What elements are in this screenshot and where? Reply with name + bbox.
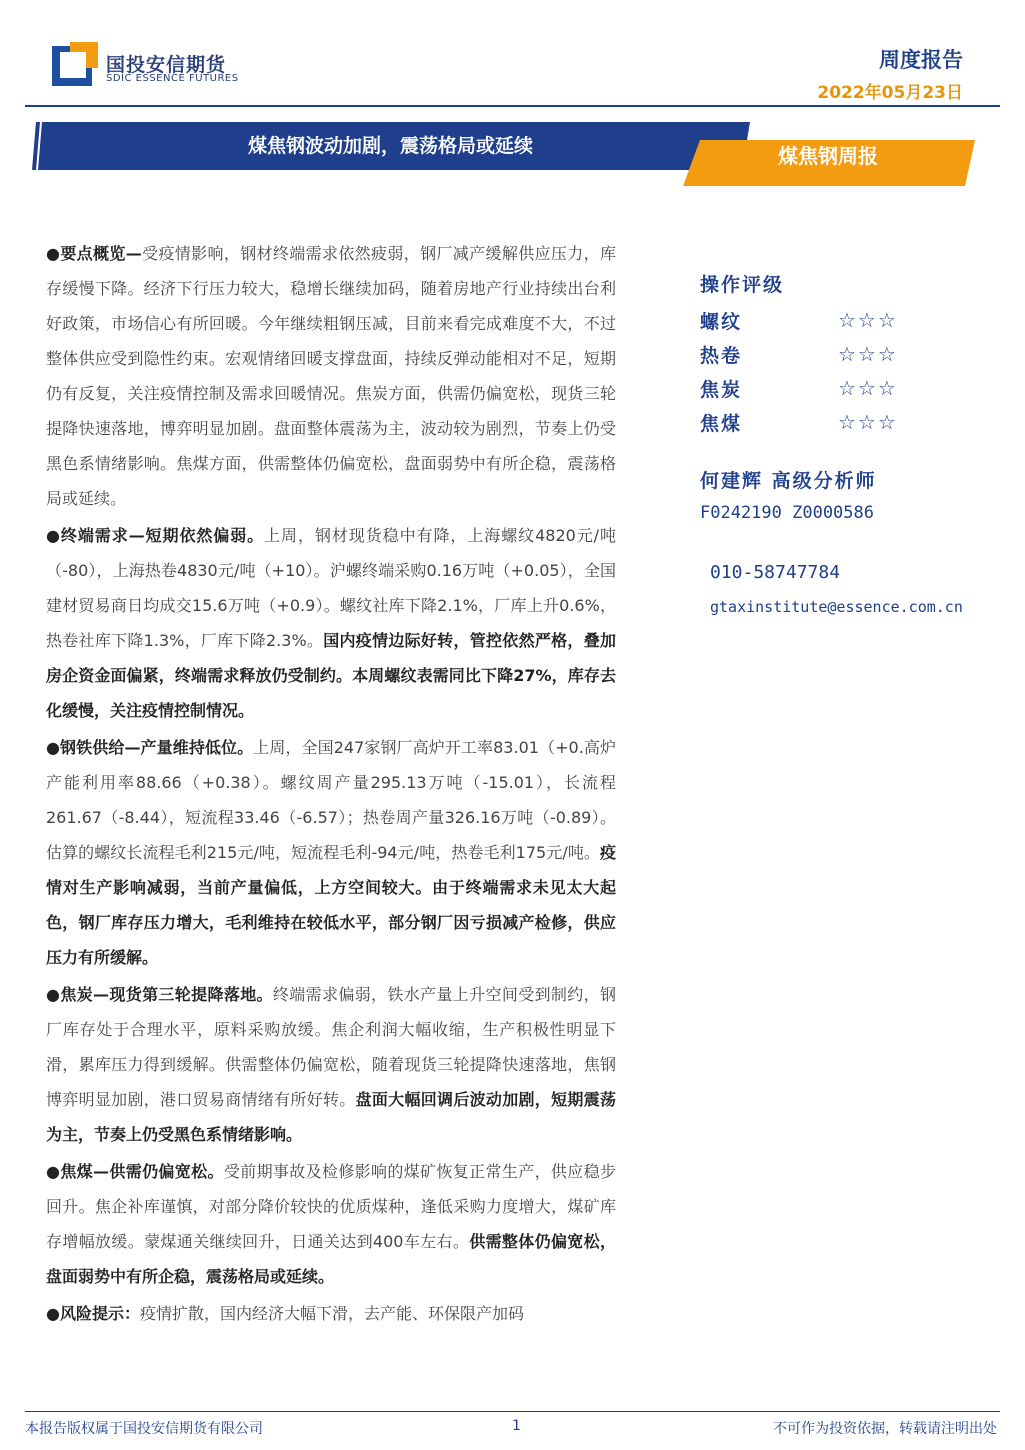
rating-name: 热卷	[700, 344, 743, 367]
risk-heading: ●风险提示：	[46, 1304, 140, 1323]
rating-title: 操作评级	[700, 274, 785, 296]
demand-conclusion: 国内疫情边际好转，管控依然严格，叠加房企资金面偏紧，终端需求释放仍受制约。本周螺纹表需同比下降27%，库存去化缓慢，关注疫情控制情况。	[46, 631, 616, 720]
coking-coal-conclusion: 供需整体仍偏宽松，盘面弱势中有所企稳，震荡格局或延续。	[46, 1232, 616, 1286]
analyst-codes: F0242190 Z0000586	[700, 503, 874, 523]
rating-stars-icon: ☆☆☆	[838, 342, 898, 366]
page-number: 1	[512, 1418, 521, 1434]
rating-row-rebar	[700, 303, 898, 337]
coke-heading: ●焦炭—现货第三轮提降落地。	[46, 985, 273, 1004]
copyright-notice: 本报告版权属于国投安信期货有限公司	[25, 1421, 263, 1437]
supply-paragraph	[46, 730, 616, 975]
demand-paragraph	[46, 518, 616, 728]
rating-name: 焦煤	[700, 412, 743, 435]
summary-paragraph	[46, 236, 616, 516]
risk-text: 疫情扩散，国内经济大幅下滑，去产能、环保限产加码	[139, 1304, 524, 1323]
supply-heading: ●钢铁供给—产量维持低位。	[46, 738, 254, 757]
coke-text: 终端需求偏弱，铁水产量上升空间受到制约，钢厂库存处于合理水平，原料采购放缓。焦企利润大幅收缩，生产积极性明显下滑，累库压力得到缓解。供需整体仍偏宽松，随着现货三轮提降快速落地，焦钢博弈明显加剧，港口贸易商情绪有所好转。	[46, 985, 616, 1109]
report-body	[46, 236, 616, 1333]
coke-paragraph	[46, 977, 616, 1152]
summary-text: 受疫情影响，钢材终端需求依然疲弱，钢厂减产缓解供应压力，库存缓慢下降。经济下行压力较大，稳增长继续加码，随着房地产行业持续出台利好政策，市场信心有所回暖。今年继续粗钢压减，目前来看完成难度不大，不过整体供应受到隐性约束。宏观情绪回暖支撑盘面，持续反弹动能相对不足，短期仍有反复，关注疫情控制及需求回暖情况。焦炭方面，供需仍偏宽松，现货三轮提降快速落地，博弈明显加剧。盘面整体震荡为主，波动较为剧烈，节奏上仍受黑色系情绪影响。焦煤方面，供需整体仍偏宽松，盘面弱势中有所企稳，震荡格局或延续。	[46, 244, 616, 508]
disclaimer-notice: 不可作为投资依据，转载请注明出处	[773, 1421, 997, 1437]
contact-phone: 010-58747784	[710, 562, 841, 583]
rating-name: 螺纹	[700, 310, 743, 333]
rating-row-hot-coil	[700, 337, 898, 371]
rating-panel	[700, 270, 898, 439]
contact-email[interactable]: gtaxinstitute@essence.com.cn	[710, 598, 963, 616]
rating-name: 焦炭	[700, 378, 743, 401]
coking-coal-text: 受前期事故及检修影响的煤矿恢复正常生产，供应稳步回升。焦企补库谨慎，对部分降价较快的优质煤种，逢低采购力度增大，煤矿库存增幅放缓。蒙煤通关继续回升，日通关达到400车左右。	[46, 1162, 616, 1251]
header-divider	[25, 105, 1000, 107]
summary-heading: ●要点概览—	[46, 244, 142, 263]
coking-coal-heading: ●焦煤—供需仍偏宽松。	[46, 1162, 224, 1181]
report-date: 2022年05月23日	[817, 83, 963, 103]
footer-divider	[25, 1411, 1000, 1412]
supply-text: 上周，全国247家钢厂高炉开工率83.01（+0.高炉产能利用率88.66（+0.38）。螺纹周产量295.13万吨（-15.01），长流程261.67（-8.44），短流程33.46（-6.57）；热卷周产量326.16万吨（-0.89）。估算的螺纹长流程毛利215元/吨，短流程毛利-94元/吨，热卷毛利175元/吨。	[46, 738, 616, 862]
rating-stars-icon: ☆☆☆	[838, 376, 898, 400]
logo-icon	[52, 42, 100, 88]
rating-row-coke	[700, 371, 898, 405]
rating-stars-icon: ☆☆☆	[838, 410, 898, 434]
report-title: 煤焦钢波动加剧，震荡格局或延续	[247, 135, 533, 157]
demand-heading: ●终端需求—短期依然偏弱。	[46, 526, 265, 545]
rating-stars-icon: ☆☆☆	[838, 308, 898, 332]
risk-paragraph	[46, 1296, 616, 1331]
rating-row-coking-coal	[700, 405, 898, 439]
coke-conclusion: 盘面大幅回调后波动加剧，短期震荡为主，节奏上仍受黑色系情绪影响。	[46, 1090, 616, 1144]
brand-name-en: SDIC ESSENCE FUTURES	[106, 73, 239, 84]
demand-text: 上周，钢材现货稳中有降，上海螺纹4820元/吨（-80），上海热卷4830元/吨（+10）。沪螺终端采购0.16万吨（+0.05），全国建材贸易商日均成交15.6万吨（+0.9）。螺纹社库下降2.1%，厂库上升0.6%，热卷社库下降1.3%，厂库下降2.3%。	[46, 526, 616, 650]
analyst-name: 何建辉 高级分析师	[700, 470, 877, 492]
brand-name: 国投安信期货	[106, 54, 227, 76]
report-series-label: 煤焦钢周报	[778, 144, 878, 168]
supply-conclusion: 疫情对生产影响减弱，当前产量偏低，上方空间较大。由于终端需求未见太大起色，钢厂库存压力增大，毛利维持在较低水平，部分钢厂因亏损减产检修，供应压力有所缓解。	[46, 843, 616, 967]
coking-coal-paragraph	[46, 1154, 616, 1294]
report-type: 周度报告	[879, 48, 963, 72]
